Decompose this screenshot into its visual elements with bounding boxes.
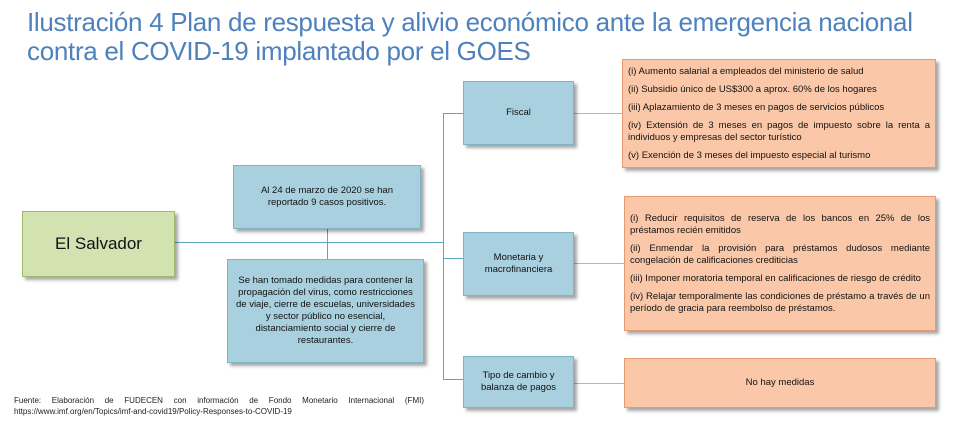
branch-label: Monetaria y macrofinanciera	[484, 252, 553, 275]
root-label: El Salvador	[55, 234, 142, 253]
branch-connector-fiscal	[443, 113, 463, 114]
trunk-connector	[175, 242, 443, 243]
source-note: Fuente: Elaboración de FUDECEN con información de Fondo Monetario Internacional (FMI) https://www.imf.org/en/Topics/imf-and-covid19/Policy-Responses-to-COVID-19	[14, 396, 424, 416]
branch-node-cambio	[463, 356, 574, 408]
list-item: (iii) Aplazamiento de 3 meses en pagos de servicios públicos	[628, 101, 885, 113]
branch-node-fiscal	[463, 81, 574, 145]
list-item: (ii) Subsidio único de US$300 a aprox. 60% de los hogares	[628, 83, 877, 95]
list-item: (i) Reducir requisitos de reserva de los bancos en 25% de los préstamos recién emitidos	[630, 212, 930, 236]
branch-spine	[443, 113, 444, 379]
cases-note-text: Al 24 de marzo de 2020 se han reportado 9 casos positivos.	[260, 185, 394, 208]
detail-box-fiscal	[622, 59, 936, 168]
detail-connector-cambio	[574, 383, 624, 384]
list-item: No hay medidas	[745, 377, 815, 388]
notes-connector	[327, 229, 328, 259]
list-item: (iii) Imponer moratoria temporal en calificaciones de riesgo de crédito	[630, 272, 921, 284]
figure-title: Ilustración 4 Plan de respuesta y alivio económico ante la emergencia nacional contra el COVID-19 implantado por el GOES	[27, 7, 913, 66]
branch-label: Tipo de cambio y balanza de pagos	[480, 370, 556, 393]
list-item: (ii) Enmendar la provisión para préstamos dudosos mediante congelación de calificaciones crediticias	[630, 242, 930, 266]
list-item: (iv) Extensión de 3 meses en pagos de impuesto sobre la renta a individuos y empresas del sector turístico	[628, 119, 930, 143]
branch-connector-monetaria	[443, 258, 463, 259]
list-item: (i) Aumento salarial a empleados del ministerio de salud	[628, 65, 864, 77]
list-item: (iv) Relajar temporalmente las condiciones de préstamo a través de un período de gracia para reembolso de préstamos.	[630, 290, 930, 314]
branch-node-monetaria	[463, 232, 574, 296]
measures-note-text: Se han tomado medidas para contener la propagación del virus, como restricciones de viaje, cierre de escuelas, universidades y sector público no esencial, distanciamiento social y cierre de restaurantes.	[235, 275, 415, 346]
list-item: (v) Exención de 3 meses del impuesto especial al turismo	[628, 149, 871, 161]
measures-note-box	[227, 259, 424, 363]
cases-note-box	[233, 165, 421, 229]
detail-connector-monetaria	[574, 263, 624, 264]
detail-connector-fiscal	[574, 113, 622, 114]
branch-connector-cambio	[443, 379, 463, 380]
branch-label: Fiscal	[506, 107, 531, 118]
detail-box-monetaria	[624, 196, 936, 331]
detail-box-cambio	[624, 358, 936, 408]
root-node	[22, 211, 175, 277]
